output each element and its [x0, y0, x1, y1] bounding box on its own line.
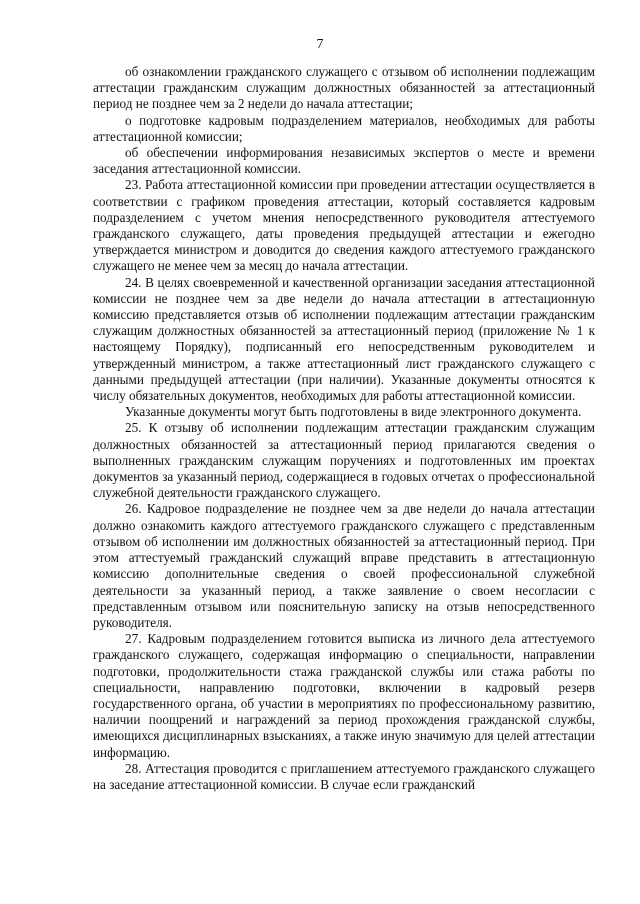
paragraph-electronic-document: Указанные документы могут быть подготовлены в виде электронного документа. — [125, 404, 582, 420]
document-body — [93, 64, 595, 793]
paragraph-item-23: 23. Работа аттестационной комиссии при проведении аттестации осуществляется в соответствии с графиком проведения аттестации, который составляется кадровым подразделением с учетом мнения непосредственного руководителя аттестуемого гражданского служащего, даты проведения предыдущей аттестации и ежегодно утверждается министром и доводится до сведения каждого аттестуемого гражданского служащего не менее чем за месяц до начала аттестации. — [93, 177, 595, 274]
paragraph-notice-review: об ознакомлении гражданского служащего с отзывом об исполнении подлежащим аттестации гражданским служащим должностных обязанностей за аттестационный период не позднее чем за 2 недели до начала аттестации; — [93, 64, 595, 112]
paragraph-notice-materials: о подготовке кадровым подразделением материалов, необходимых для работы аттестационной комиссии; — [93, 112, 595, 144]
paragraph-item-25: 25. К отзыву об исполнении подлежащим аттестации гражданским служащим должностных обязанностей за аттестационный период прилагаются сведения о выполненных гражданским служащим поручениях и подготовленных им проектах документов за указанный период, содержащиеся в годовых отчетах о профессиональной служебной деятельности гражданского служащего. — [93, 420, 595, 501]
page-number: 7 — [316, 36, 324, 51]
paragraph-item-28: 28. Аттестация проводится с приглашением аттестуемого гражданского служащего на заседание аттестационной комиссии. В случае если гражданский — [93, 760, 595, 792]
paragraph-item-27: 27. Кадровым подразделением готовится выписка из личного дела аттестуемого гражданского служащего, содержащая информацию о специальности, направлении подготовки, продолжительности стажа гражданской службы или стажа работы по специальности, направлению подготовки, включении в кадровый резерв государственного органа, об участии в мероприятиях по профессиональному развитию, наличии поощрений и награждений за период прохождения гражданской службы, имеющихся дисциплинарных взысканиях, а также иную значимую для целей аттестации информацию. — [93, 631, 595, 760]
paragraph-item-24: 24. В целях своевременной и качественной организации заседания аттестационной комиссии не позднее чем за две недели до начала аттестации в аттестационную комиссию представляется отзыв об исполнении подлежащим аттестации гражданским служащим должностных обязанностей за аттестационный период (приложение № 1 к настоящему Порядку), подписанный его непосредственным руководителем и утвержденный министром, а также аттестационный лист гражданского служащего с данными предыдущей аттестации (при наличии). Указанные документы относятся к числу обязательных документов, необходимых для работы аттестационной комиссии. — [93, 274, 595, 404]
paragraph-item-26: 26. Кадровое подразделение не позднее чем за две недели до начала аттестации должно ознакомить каждого аттестуемого гражданского служащего с представленным отзывом об исполнении им должностных обязанностей за аттестационный период. При этом аттестуемый гражданский служащий вправе представить в аттестационную комиссию дополнительные сведения о своей профессиональной служебной деятельности за указанный период, а также заявление о своем несогласии с представленным отзывом или пояснительную записку на отзыв непосредственного руководителя. — [93, 501, 595, 630]
paragraph-notice-experts: об обеспечении информирования независимых экспертов о месте и времени заседания аттестационной комиссии. — [93, 145, 595, 177]
